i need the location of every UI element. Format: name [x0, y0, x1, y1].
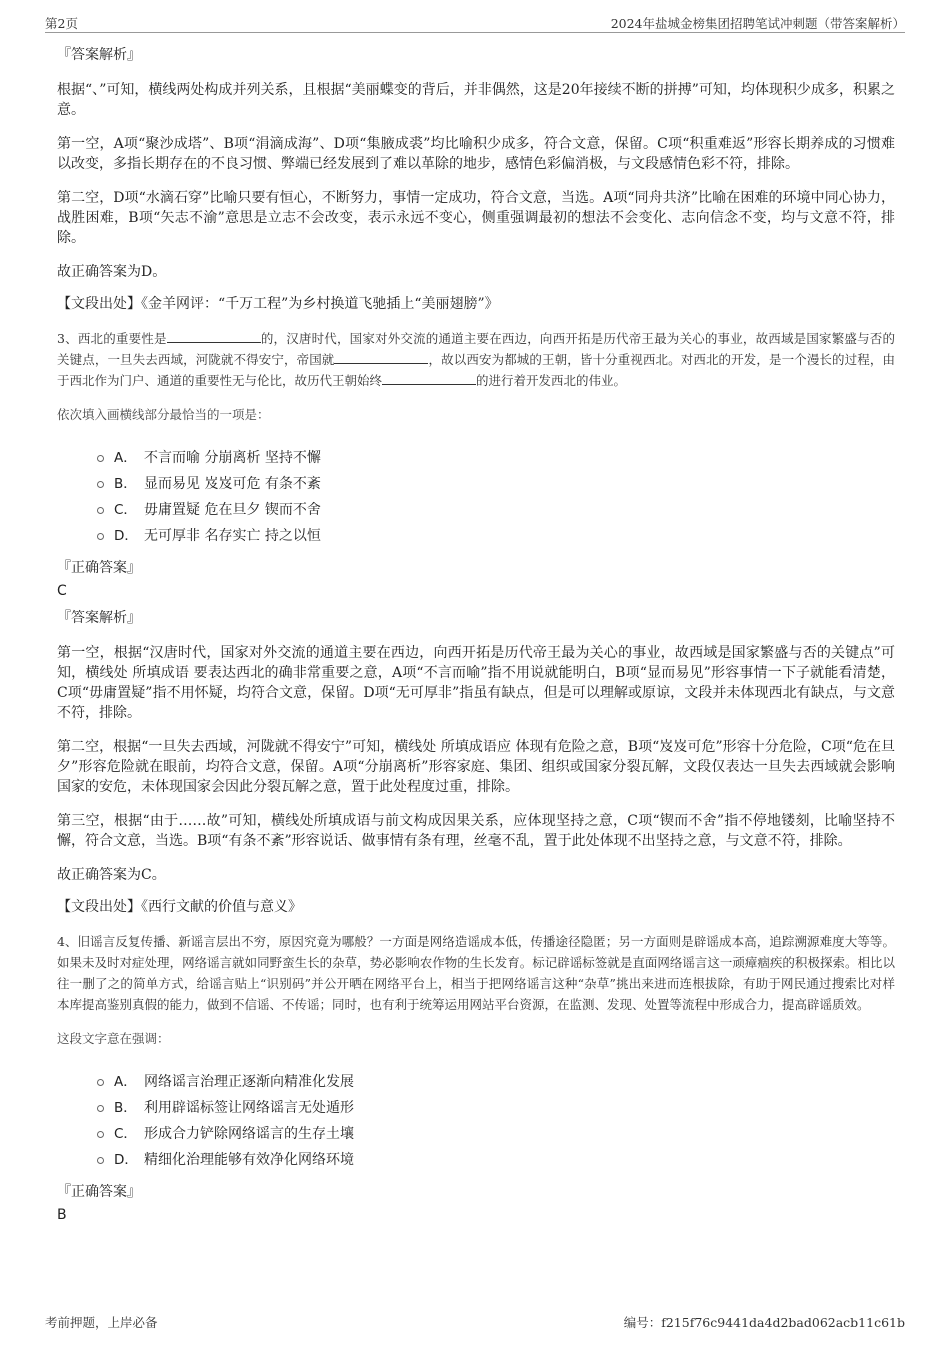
q3-source: 【文段出处】《西行文献的价值与意义》: [57, 899, 302, 915]
q3-option-c[interactable]: C． 毋庸置疑 危在旦夕 锲而不舍: [97, 497, 895, 523]
page-content: [57, 44, 895, 1231]
q2-analysis-paragraph: 根据“、”可知，横线两处构成并列关系，且根据“美丽蝶变的背后，并非偶然，这是20年接续不断的拼搏”可知，均体现积少成多，积累之意。: [57, 82, 895, 118]
q3-analysis-paragraph: 第二空，根据“一旦失去西域，河陇就不得安宁”可知，横线处 所填成语应 体现有危险之意，B项“岌岌可危”形容十分危险，C项“危在旦夕”形容危险就在眼前，均符合文意，保留。A项“分崩离析”形容家庭、集团、组织或国家分裂瓦解，文段仅表达一旦失去西域就会影响国家的安危，未体现国家会因此分裂瓦解之意，置于此处程度过重，排除。: [57, 739, 895, 795]
radio-button[interactable]: [97, 481, 104, 488]
fill-blank: [334, 351, 428, 364]
q4-option-c[interactable]: C． 形成合力铲除网络谣言的生存土壤: [97, 1121, 895, 1147]
fill-blank: [167, 330, 261, 343]
fill-blank: [382, 372, 476, 385]
q4-answer-heading: 『正确答案』: [57, 1184, 141, 1200]
footer-slogan: 考前押题，上岸必备: [45, 1315, 158, 1330]
q3-option-d[interactable]: D． 无可厚非 名存实亡 持之以恒: [97, 523, 895, 549]
q2-source: 【文段出处】《金羊网评：“千万工程”为乡村换道飞驰插上“美丽翅膀”》: [57, 296, 499, 312]
q3-text: 3、西北的重要性是 的，汉唐时代，国家对外交流的通道主要在西边，向西开拓是历代帝王最为关心的事业，故西域是国家繁盛与否的关键点，一旦失去西域，河陇就不得安宁，帝国就 ，故以西安为都城的王朝，皆十分重视西北。对西北的开发，是一个漫长的过程，由于西北作为门户、通道的重要性无与伦比，故历代王朝始终 的进行着开发西北的伟业。: [57, 331, 895, 388]
q2-conclusion: 故正确答案为D。: [57, 264, 167, 280]
q4-option-b[interactable]: B． 利用辟谣标签让网络谣言无处遁形: [97, 1095, 895, 1121]
q3-answer: C: [57, 583, 67, 599]
document-title: 2024年盐城金榜集团招聘笔试冲刺题（带答案解析）: [610, 16, 905, 31]
document-code: 编号：f215f76c9441da4d2bad062acb11c61b: [623, 1315, 905, 1330]
radio-button[interactable]: [97, 533, 104, 540]
radio-button[interactable]: [97, 507, 104, 514]
q4-option-d[interactable]: D． 精细化治理能够有效净化网络环境: [97, 1147, 895, 1173]
q2-analysis-paragraph: 第二空，D项“水滴石穿”比喻只要有恒心，不断努力，事情一定成功，符合文意，当选。A项“同舟共济”比喻在困难的环境中同心协力，战胜困难，B项“矢志不渝”意思是立志不会改变，表示永远不变心，侧重强调最初的想法不会变化、志向信念不变，均与文意不符，排除。: [57, 190, 895, 246]
radio-button[interactable]: [97, 1079, 104, 1086]
q4-options: [97, 1069, 895, 1173]
radio-button[interactable]: [97, 455, 104, 462]
q3-analysis-paragraph: 第一空，根据“汉唐时代，国家对外交流的通道主要在西边，向西开拓是历代帝王最为关心的事业，故西域是国家繁盛与否的关键点”可知，横线处 所填成语 要表达西北的确非常重要之意，A项“不言而喻”指不用说就能明白，B项“显而易见”形容事情一下子就能看清楚，C项“毋庸置疑”指不用怀疑，均符合文意，保留。D项“无可厚非”指虽有缺点，但是可以理解或原谅，文段并未体现西北有缺点，与文意不符，排除。: [57, 645, 895, 721]
q4-prompt: 这段文字意在强调：: [57, 1031, 170, 1046]
q4-answer: B: [57, 1207, 67, 1223]
q3-answer-heading: 『正确答案』: [57, 560, 141, 576]
q4-text: 4、旧谣言反复传播、新谣言层出不穷，原因究竟为哪般？一方面是网络造谣成本低，传播途径隐匿；另一方面则是辟谣成本高，追踪溯源难度大等等。如果未及时对症处理，网络谣言就如同野蛮生长的杂草，势必影响农作物的生长发育。标记辟谣标签就是直面网络谣言这一顽瘴痼疾的积极探索。相比以往一删了之的简单方式，给谣言贴上“识别码”并公开晒在网络平台上，相当于把网络谣言这种“杂草”挑出来进而连根拔除，有助于网民通过搜索比对样本库提高鉴别真假的能力，做到不信谣、不传谣；同时，也有利于统筹运用网站平台资源，在监测、发现、处置等流程中形成合力，提高辟谣质效。: [57, 934, 895, 1012]
page-number: 第2页: [45, 16, 78, 31]
q3-prompt: 依次填入画横线部分最恰当的一项是：: [57, 407, 270, 422]
q3-conclusion: 故正确答案为C。: [57, 867, 166, 883]
radio-button[interactable]: [97, 1105, 104, 1112]
q3-option-a[interactable]: A． 不言而喻 分崩离析 坚持不懈: [97, 445, 895, 471]
page-header: [45, 10, 905, 33]
radio-button[interactable]: [97, 1157, 104, 1164]
radio-button[interactable]: [97, 1131, 104, 1138]
q3-option-b[interactable]: B． 显而易见 岌岌可危 有条不紊: [97, 471, 895, 497]
q3-analysis-paragraph: 第三空，根据“由于……故”可知，横线处所填成语与前文构成因果关系，应体现坚持之意，C项“锲而不舍”指不停地镂刻，比喻坚持不懈，符合文意，当选。B项“有条不紊”形容说话、做事情有条有理，丝毫不乱，置于此处体现不出坚持之意，与文意不符，排除。: [57, 813, 895, 849]
page-footer: [45, 1313, 905, 1333]
q4-option-a[interactable]: A． 网络谣言治理正逐渐向精准化发展: [97, 1069, 895, 1095]
q3-analysis-heading: 『答案解析』: [57, 610, 141, 626]
q2-analysis-paragraph: 第一空，A项“聚沙成塔”、B项“涓滴成海”、D项“集腋成裘”均比喻积少成多，符合文意，保留。C项“积重难返”形容长期养成的习惯难以改变，多指长期存在的不良习惯、弊端已经发展到了难以革除的地步，感情色彩偏消极，与文段感情色彩不符，排除。: [57, 136, 895, 172]
q2-analysis-heading: 『答案解析』: [57, 47, 141, 63]
q3-options: [97, 445, 895, 549]
